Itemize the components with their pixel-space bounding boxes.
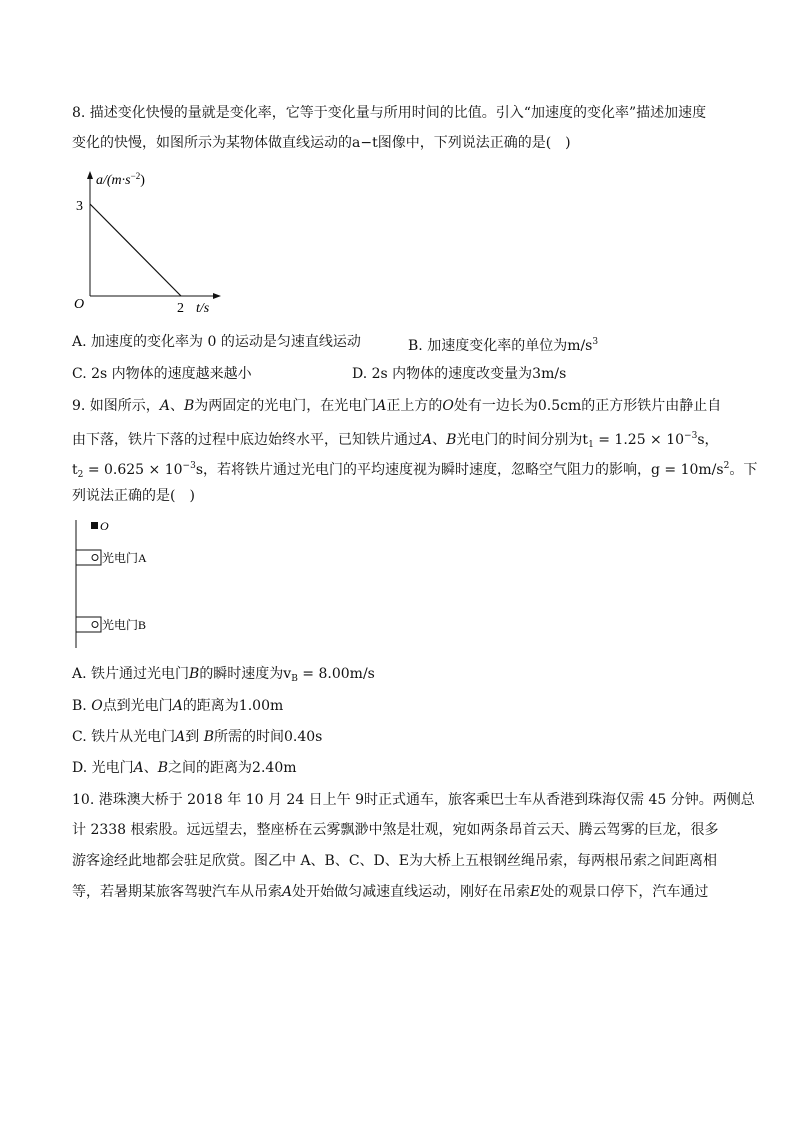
- q8-option-c[interactable]: C. 2s 内物体的速度越来越小: [72, 366, 252, 382]
- q9-option-b[interactable]: B. O点到光电门A的距离为1.00m: [72, 698, 284, 714]
- q8-option-b-exp: 3: [592, 337, 599, 347]
- q9-option-d[interactable]: D. 光电门A、B之间的距离为2.40m: [72, 760, 297, 776]
- q8-option-a[interactable]: A. 加速度的变化率为 0 的运动是匀速直线运动: [72, 334, 361, 350]
- q10-line-1: 10. 港珠澳大桥于 2018 年 10 月 24 日上午 9时正式通车，旅客乘巴士车从香港到珠海仅需 45 分钟。两侧总: [72, 792, 755, 808]
- q8-line-2: 变化的快慢，如图所示为某物体做直线运动的a−t图像中，下列说法正确的是( ): [72, 135, 571, 151]
- q9-line-1: 9. 如图所示，A、B为两固定的光电门，在光电门A正上方的O处有一边长为0.5cm的正方形铁片由静止自: [72, 398, 722, 414]
- q10-line-2: 计 2338 根索股。远远望去，整座桥在云雾飘渺中煞是壮观，宛如两条昂首云天、腾云驾雾的巨龙，很多: [72, 822, 719, 838]
- q8-option-b-text: B. 加速度变化率的单位为m/s: [408, 338, 593, 354]
- q9-line-3: $t_2 = 0.625 \times 10^{-3}s$，若将铁片通过光电门的平均速度视为瞬时速度，忽略空气阻力的影响，$g = 10m/s^2$。下: [72, 461, 758, 480]
- point-o-label: O: [100, 519, 109, 533]
- origin-label: O: [74, 297, 85, 312]
- q9-option-c[interactable]: C. 铁片从光电门A到 B所需的时间0.40s: [72, 729, 323, 745]
- q10-line-3: 游客途经此地都会驻足欣赏。图乙中 A、B、C、D、E为大桥上五根钢丝绳吊索，每两根吊索之间距离相: [72, 853, 718, 869]
- gate-b-sensor-icon: [92, 622, 98, 628]
- x-axis-label: t/s: [196, 301, 210, 316]
- gate-a-sensor-icon: [92, 555, 98, 561]
- gate-b-label: 光电门B: [102, 618, 147, 632]
- q8-option-d[interactable]: D. 2s 内物体的速度改变量为3m/s: [352, 366, 567, 382]
- x-axis-arrow: [213, 293, 221, 299]
- gate-a-frame: [76, 550, 101, 565]
- at-line: [90, 204, 181, 296]
- q9-photogate-figure: [70, 516, 230, 656]
- q8-line-1: 8. 描述变化快慢的量就是变化率，它等于变化量与所用时间的比值。引入“加速度的变化率”描述加速度: [72, 105, 707, 121]
- q9-option-a[interactable]: A. 铁片通过光电门B的瞬时速度为$v_B = 8.00m/s$: [72, 666, 375, 684]
- q10-line-4: 等，若暑期某旅客驾驶汽车从吊索A处开始做匀减速直线运动，刚好在吊索E处的观景口停下，汽车通过: [72, 884, 709, 900]
- y-axis-arrow: [87, 171, 93, 179]
- q9-line-4: 列说法正确的是( ): [72, 488, 195, 504]
- gate-a-label: 光电门A: [102, 551, 147, 565]
- q8-at-graph: [70, 168, 270, 318]
- q9-line-2: 由下落，铁片下落的过程中底边始终水平，已知铁片通过A、B光电门的时间分别为$t_1 = 1.25 \times 10^{-3}s$，: [72, 431, 719, 450]
- y-intercept-label: 3: [76, 199, 83, 214]
- y-axis-label: $a/(m\cdot s^{-2})$: [96, 171, 145, 188]
- iron-square: [91, 522, 98, 529]
- q8-option-b[interactable]: [408, 332, 598, 356]
- gate-b-frame: [76, 617, 101, 632]
- x-intercept-label: 2: [177, 301, 184, 316]
